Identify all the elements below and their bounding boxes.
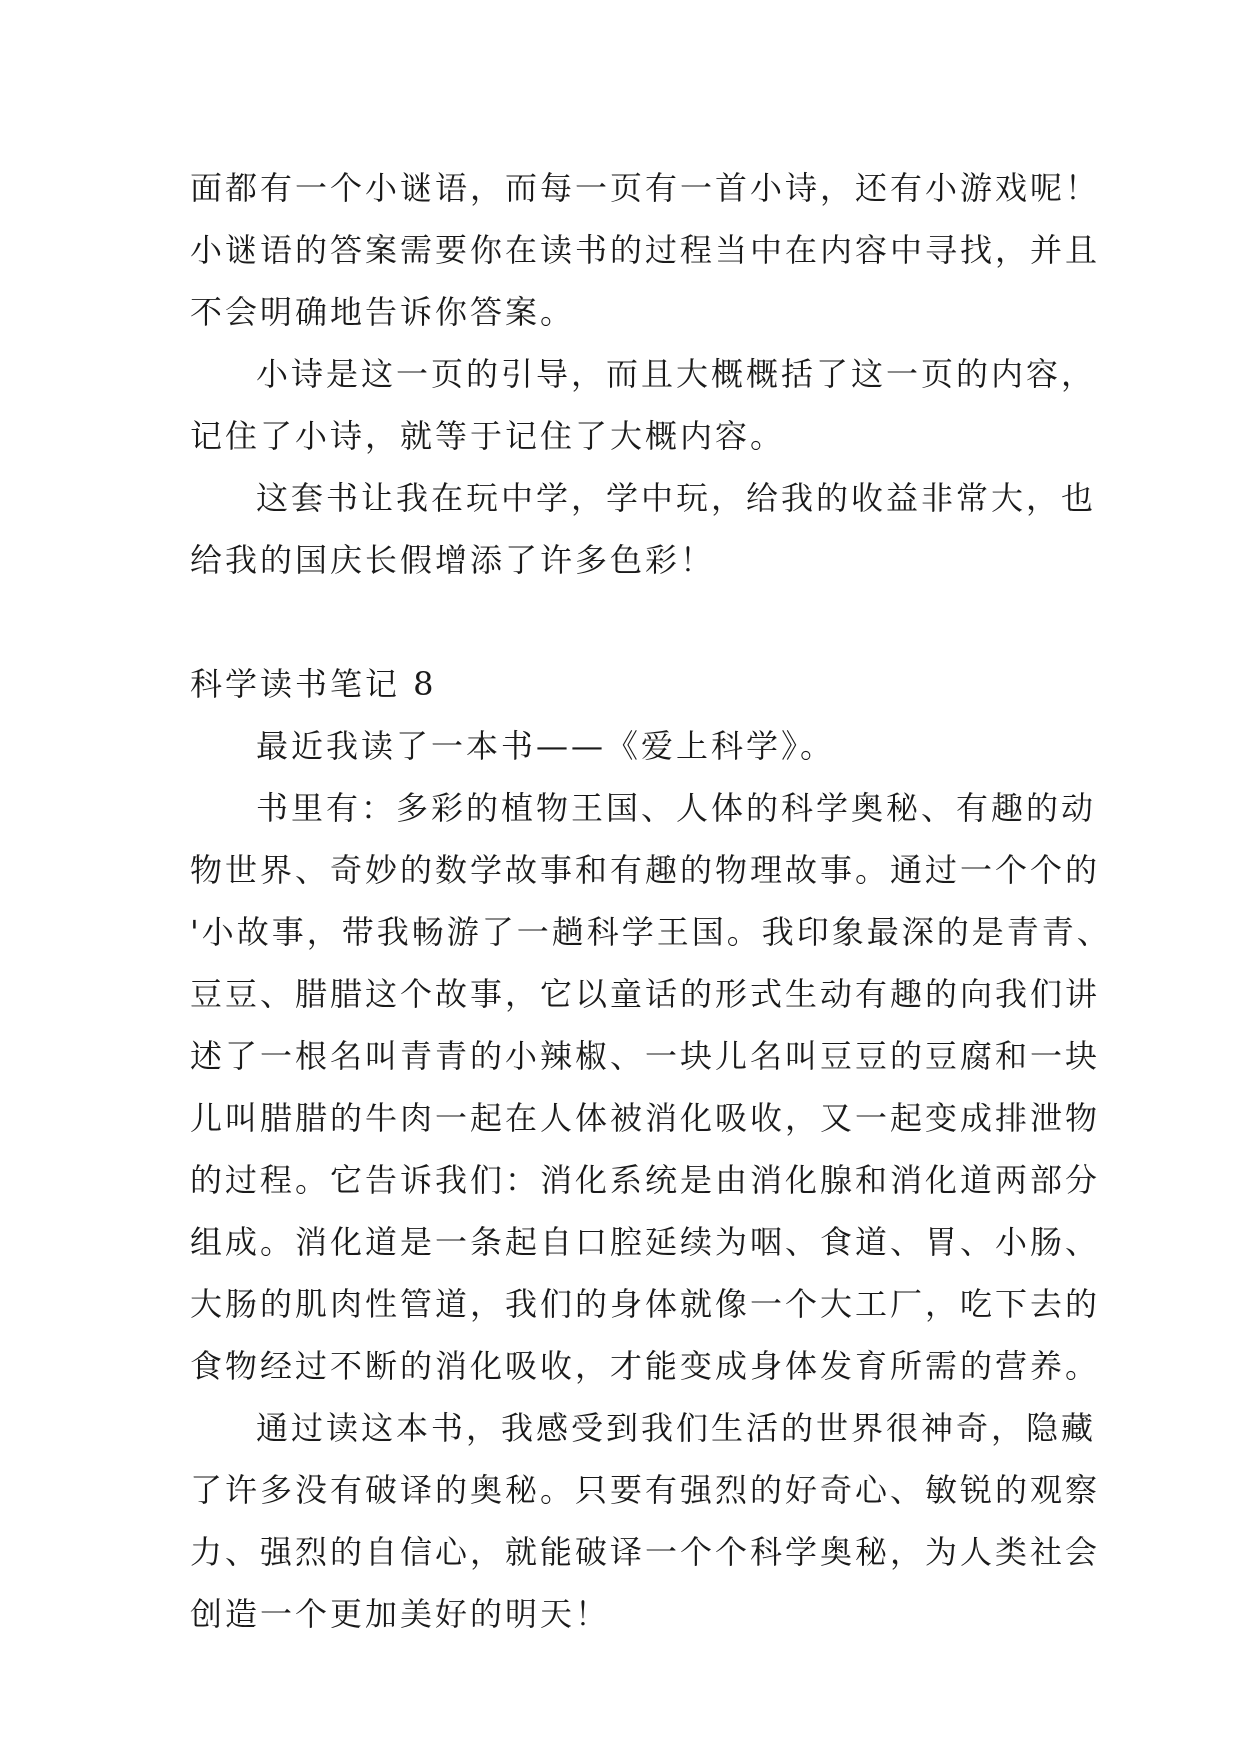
text-line: 述了一根名叫青青的小辣椒、一块儿名叫豆豆的豆腐和一块 [190,1037,1101,1075]
text-line: 的过程。它告诉我们：消化系统是由消化腺和消化道两部分 [190,1161,1101,1199]
text-line: 食物经过不断的消化吸收，才能变成身体发育所需的营养。 [190,1347,1101,1385]
text-line: 力、强烈的自信心，就能破译一个个科学奥秘，为人类社会 [190,1533,1101,1571]
text-line: '小故事，带我畅游了一趟科学王国。我印象最深的是青青、 [190,913,1112,951]
paragraph-start: 最近我读了一本书——《爱上科学》。 [256,727,836,765]
paragraph-start: 这套书让我在玩中学，学中玩，给我的收益非常大，也 [256,479,1097,517]
text-line: 小谜语的答案需要你在读书的过程当中在内容中寻找，并且 [190,231,1101,269]
text-line: 不会明确地告诉你答案。 [190,293,576,331]
paragraph-start: 小诗是这一页的引导，而且大概概括了这一页的内容， [256,355,1097,393]
text-line: 组成。消化道是一条起自口腔延续为咽、食道、胃、小肠、 [190,1223,1101,1261]
text-line: 大肠的肌肉性管道，我们的身体就像一个大工厂，吃下去的 [190,1285,1101,1323]
paragraph-start: 通过读这本书，我感受到我们生活的世界很神奇，隐藏 [256,1409,1097,1447]
text-line: 豆豆、腊腊这个故事，它以童话的形式生动有趣的向我们讲 [190,975,1101,1013]
text-line: 物世界、奇妙的数学故事和有趣的物理故事。通过一个个的 [190,851,1101,889]
paragraph-start: 书里有：多彩的植物王国、人体的科学奥秘、有趣的动 [256,789,1097,827]
text-line: 儿叫腊腊的牛肉一起在人体被消化吸收，又一起变成排泄物 [190,1099,1101,1137]
text-line: 了许多没有破译的奥秘。只要有强烈的好奇心、敏锐的观察 [190,1471,1101,1509]
text-line: 面都有一个小谜语，而每一页有一首小诗，还有小游戏呢！ [190,169,1101,207]
text-line: 创造一个更加美好的明天！ [190,1595,611,1633]
text-line: 记住了小诗，就等于记住了大概内容。 [190,417,786,455]
text-line: 给我的国庆长假增添了许多色彩！ [190,541,716,579]
section-heading: 科学读书笔记 8 [190,665,437,703]
